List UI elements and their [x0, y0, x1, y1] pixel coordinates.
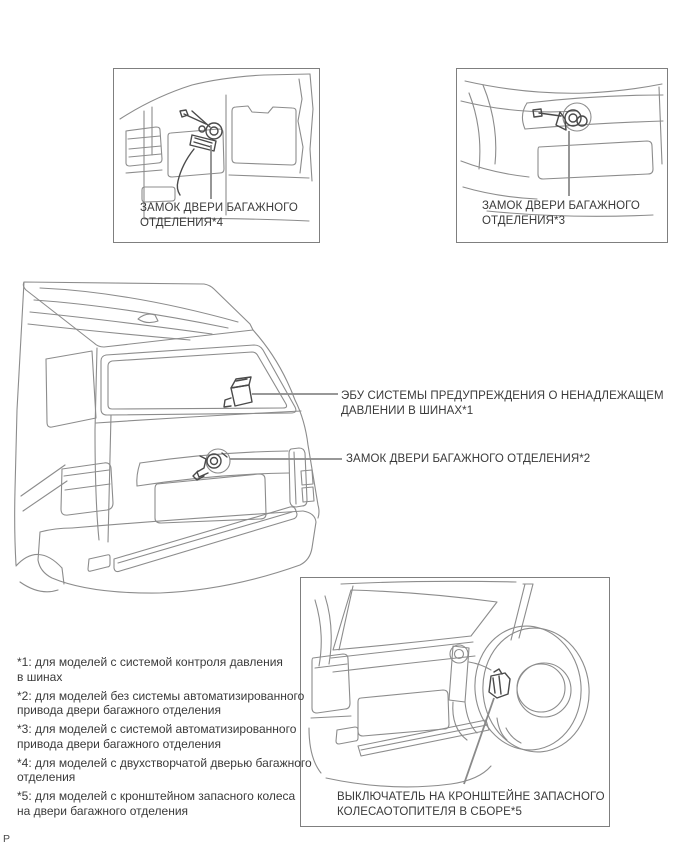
- roof-antenna: [138, 314, 158, 323]
- carrier-strut: [511, 584, 533, 640]
- footnote-2: [17, 689, 312, 718]
- callout-tpws-ecu-line2: ДАВЛЕНИИ В ШИНАХ*1: [341, 405, 474, 417]
- right-brackets: [301, 470, 314, 502]
- callout-lock-4-line1: ЗАМОК ДВЕРИ БАГАЖНОГО: [140, 202, 298, 214]
- callout-tpws-ecu-line1: ЭБУ СИСТЕМЫ ПРЕДУПРЕЖДЕНИЯ О НЕНАДЛЕЖАЩЕМ: [341, 390, 664, 402]
- van-rear-body: [120, 74, 313, 221]
- callout-lock-4-line2: ОТДЕЛЕНИЯ*4: [140, 217, 224, 229]
- callout-switch-5-line2: КОЛЕСАОТОПИТЕЛЯ В СБОРЕ*5: [337, 806, 522, 818]
- callout-lock-3: [482, 199, 640, 229]
- callout-switch-5-line1: ВЫКЛЮЧАТЕЛЬ НА КРОНШТЕЙНЕ ЗАПАСНОГО: [337, 791, 605, 803]
- page-letter: P: [3, 833, 11, 845]
- rear-corner-body: [309, 581, 595, 787]
- tpws-ecu-component: [224, 377, 252, 407]
- footnote-2-line1: *2: для моделей без системы автоматизированного: [17, 688, 305, 703]
- wheel-arch: [16, 554, 62, 568]
- figure-box-switch-5: [300, 577, 610, 827]
- footnote-3: [17, 722, 312, 751]
- bumper-outline: [38, 511, 316, 593]
- footnote-3-line1: *3: для моделей с системой автоматизированного: [17, 722, 297, 736]
- footnote-1: [17, 655, 312, 684]
- switch-5-component: [489, 669, 510, 698]
- rear-window-inner: [108, 352, 287, 409]
- taillight: [312, 654, 350, 713]
- lock-3-component: [533, 109, 587, 130]
- license-recess: [358, 690, 449, 736]
- callout-lock-4: [140, 201, 298, 231]
- footnote-1-line2: в шинах: [17, 669, 63, 684]
- bumper-step-left: [88, 555, 110, 572]
- footnote-5: [17, 789, 312, 818]
- bumper-step: [114, 507, 297, 572]
- footnotes: [17, 655, 312, 823]
- callout-lock-2: [346, 452, 590, 467]
- rear-window: [333, 590, 497, 650]
- footnote-5-line2: на двери багажного отделения: [17, 803, 189, 818]
- footnote-2-line2: привода двери багажного отделения: [17, 703, 221, 717]
- footnote-3-line2: привода двери багажного отделения: [17, 736, 221, 751]
- left-side-edge: [15, 282, 24, 565]
- footnote-4-line2: отделения: [17, 770, 76, 784]
- footnote-4-line1: *4: для моделей с двухстворчатой дверью багажного: [17, 755, 312, 770]
- footnote-1-line1: *1: для моделей с системой контроля давления: [17, 655, 283, 669]
- liftgate-body: [461, 81, 663, 216]
- carrier-arm: [449, 646, 469, 702]
- quarter-glass: [46, 351, 96, 427]
- lock-4-component: [177, 110, 222, 195]
- callout-lock-2-line1: ЗАМОК ДВЕРИ БАГАЖНОГО ОТДЕЛЕНИЯ*2: [346, 453, 591, 465]
- figure-box-lock-4: [113, 68, 320, 243]
- wheel: [20, 582, 58, 592]
- roof-rib: [30, 312, 212, 334]
- footnote-5-line1: *5: для моделей с кронштейном запасного колеса: [17, 789, 296, 803]
- roof-rib: [28, 324, 190, 340]
- footnote-4: [17, 756, 312, 785]
- main-vehicle-drawing: [0, 260, 688, 605]
- roof-rib: [40, 288, 238, 322]
- right-taillight: [289, 448, 307, 507]
- side-creases: [21, 465, 67, 511]
- figure-box-lock-3: [456, 68, 668, 243]
- vehicle-rear-body: [15, 282, 319, 593]
- right-side-edge: [253, 330, 319, 518]
- spare-tire-hub: [517, 663, 571, 717]
- callout-tpws-ecu: [341, 389, 664, 419]
- callout-switch-5: [337, 790, 605, 820]
- spare-wheel-switch-drawing: [301, 578, 608, 825]
- tailgate-top-line: [96, 411, 301, 423]
- callout-lock-3-line1: ЗАМОК ДВЕРИ БАГАЖНОГО: [482, 200, 640, 212]
- callout-lock-3-line2: ОТДЕЛЕНИЯ*3: [482, 215, 566, 227]
